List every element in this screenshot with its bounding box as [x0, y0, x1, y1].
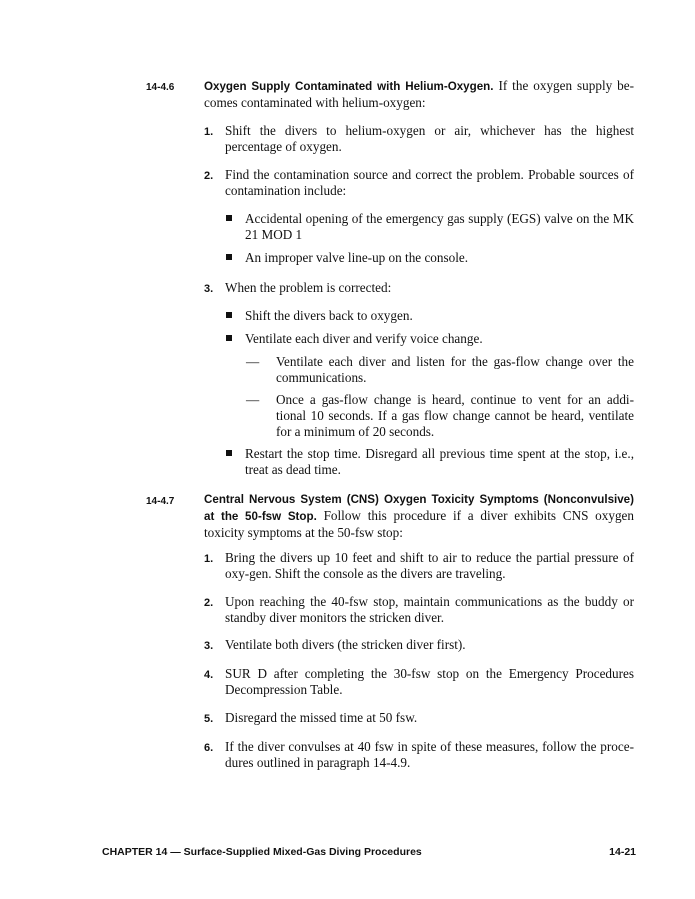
section-intro: Follow this procedure if a diver exhibits CNS oxygen toxicity symptoms at the 50-fsw stop:	[204, 508, 635, 540]
list-item	[204, 280, 634, 296]
bullet-item	[226, 308, 634, 324]
list-item	[204, 739, 634, 771]
bullet-item	[226, 250, 634, 266]
item-text: Disregard the missed time at 50 fsw.	[225, 710, 418, 725]
item-text: Upon reaching the 40-fsw stop, maintain communications as the buddy or standby diver monitors the stricken diver.	[225, 594, 634, 625]
list-item	[204, 710, 634, 726]
bullet-square-icon	[226, 450, 232, 456]
item-number: 3.	[204, 640, 214, 652]
item-text: SUR D after completing the 30-fsw stop on the Emergency Procedures Decompression Table.	[225, 666, 634, 697]
item-number: 2.	[204, 597, 214, 609]
bullet-square-icon	[226, 312, 232, 318]
bullet-square-icon	[226, 254, 232, 260]
bullet-text: Accidental opening of the emergency gas supply (EGS) valve on the MK 21 MOD 1	[245, 211, 634, 242]
section-paragraph	[204, 491, 634, 541]
item-number: 6.	[204, 742, 214, 754]
section-paragraph	[204, 78, 634, 111]
dash-text: Ventilate each diver and listen for the gas-flow change over the communications.	[276, 354, 634, 385]
item-number: 2.	[204, 170, 214, 182]
dash-mark: —	[246, 392, 260, 407]
dash-item	[246, 392, 634, 440]
bullet-item	[226, 331, 634, 347]
bullet-text: Shift the divers back to oxygen.	[245, 308, 413, 323]
item-text: When the problem is corrected:	[225, 280, 392, 295]
list-item	[204, 123, 634, 155]
item-number: 5.	[204, 713, 214, 725]
item-number: 3.	[204, 283, 214, 295]
footer-page-number: 14-21	[609, 846, 636, 858]
bullet-text: An improper valve line-up on the console.	[245, 250, 469, 265]
item-text: Ventilate both divers (the stricken diver first).	[225, 637, 466, 652]
section-title: Oxygen Supply Contaminated with Helium-Oxygen.	[204, 80, 494, 93]
bullet-text: Restart the stop time. Disregard all previous time spent at the stop, i.e., treat as dead time.	[245, 446, 634, 477]
footer-chapter-title: CHAPTER 14 — Surface-Supplied Mixed-Gas Diving Procedures	[102, 846, 422, 858]
section-intro: If the oxygen supply be-comes contaminated with helium-oxygen:	[204, 78, 635, 110]
bullet-square-icon	[226, 215, 232, 221]
list-item	[204, 637, 634, 653]
list-item	[204, 167, 634, 199]
item-number: 4.	[204, 669, 214, 681]
item-text: If the diver convulses at 40 fsw in spite of these measures, follow the proce-dures outlined in paragraph 14-4.9.	[225, 739, 634, 770]
list-item	[204, 550, 634, 582]
section-number: 14-4.7	[146, 496, 175, 507]
bullet-item	[226, 211, 634, 243]
bullet-text: Ventilate each diver and verify voice change.	[245, 331, 483, 346]
item-text: Bring the divers up 10 feet and shift to air to reduce the partial pressure of oxy-gen. Shift the console as the divers are traveling.	[225, 550, 634, 581]
dash-text: Once a gas-flow change is heard, continue to vent for an addi-tional 10 seconds. If a gas flow change cannot be heard, ventilate for a minimum of 20 seconds.	[276, 392, 634, 439]
item-text: Find the contamination source and correct the problem. Probable sources of contamination include:	[225, 167, 634, 198]
section-title: Central Nervous System (CNS) Oxygen Toxicity Symptoms (Nonconvulsive) at the 50-fsw Stop.	[204, 493, 634, 523]
item-text: Shift the divers to helium-oxygen or air, whichever has the highest percentage of oxygen.	[225, 123, 634, 154]
bullet-item	[226, 446, 634, 478]
dash-mark: —	[246, 354, 260, 369]
section-number: 14-4.6	[146, 82, 175, 93]
item-number: 1.	[204, 126, 214, 138]
list-item	[204, 594, 634, 626]
dash-item	[246, 354, 634, 386]
item-number: 1.	[204, 553, 214, 565]
list-item	[204, 666, 634, 698]
bullet-square-icon	[226, 335, 232, 341]
